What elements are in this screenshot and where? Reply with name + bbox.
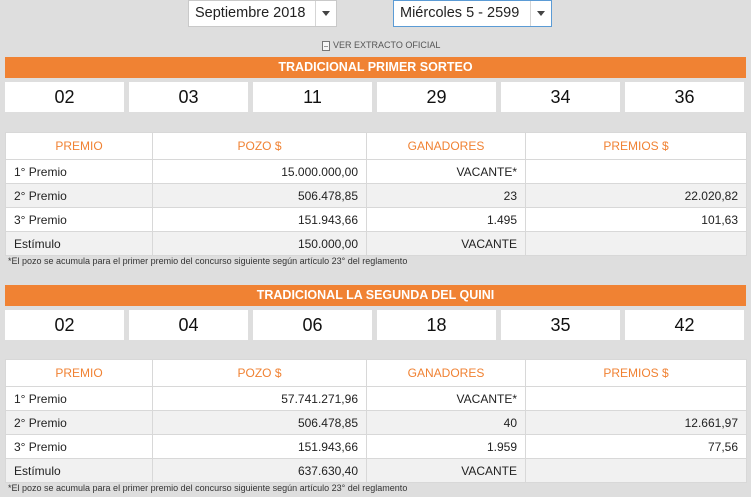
col-header-premios: PREMIOS $: [526, 133, 747, 160]
prize-table: [5, 132, 747, 256]
cell-ganadores: 1.959: [367, 435, 526, 459]
drawn-number: 34: [501, 82, 620, 112]
drawn-number: 29: [377, 82, 496, 112]
cell-ganadores: VACANTE: [367, 232, 526, 256]
table-row: [6, 459, 747, 483]
cell-premios: 77,56: [526, 435, 747, 459]
cell-ganadores: 40: [367, 411, 526, 435]
cell-ganadores: 1.495: [367, 208, 526, 232]
document-icon: [322, 41, 330, 51]
col-header-premios: PREMIOS $: [526, 360, 747, 387]
table-header-row: [6, 133, 747, 160]
col-header-pozo: POZO $: [153, 360, 367, 387]
drawn-number: 02: [5, 310, 124, 340]
table-header-row: [6, 360, 747, 387]
cell-premio: 1° Premio: [6, 387, 153, 411]
cell-premios: 12.661,97: [526, 411, 747, 435]
official-extract-link[interactable]: [322, 38, 440, 52]
drawn-number: 02: [5, 82, 124, 112]
footnote: *El pozo se acumula para el primer premio del concurso siguiente según artículo 23° del reglamento: [8, 256, 408, 266]
draw-select[interactable]: [393, 0, 552, 27]
table-row: [6, 208, 747, 232]
drawn-number: 42: [625, 310, 744, 340]
cell-premio: 3° Premio: [6, 435, 153, 459]
table-row: [6, 411, 747, 435]
cell-premios: 22.020,82: [526, 184, 747, 208]
cell-premio: 2° Premio: [6, 411, 153, 435]
cell-pozo: 506.478,85: [153, 411, 367, 435]
official-extract-label: VER EXTRACTO OFICIAL: [333, 40, 441, 50]
prize-table: [5, 359, 747, 483]
draw-select-value: Miércoles 5 - 2599: [400, 5, 520, 21]
cell-pozo: 506.478,85: [153, 184, 367, 208]
cell-pozo: 15.000.000,00: [153, 160, 367, 184]
col-header-ganadores: GANADORES: [367, 133, 526, 160]
table-row: [6, 232, 747, 256]
drawn-number: 18: [377, 310, 496, 340]
col-header-ganadores: GANADORES: [367, 360, 526, 387]
table-row: [6, 435, 747, 459]
cell-premio: 2° Premio: [6, 184, 153, 208]
cell-premios: 101,63: [526, 208, 747, 232]
cell-pozo: 637.630,40: [153, 459, 367, 483]
chevron-down-icon[interactable]: [315, 1, 336, 26]
section-title: TRADICIONAL LA SEGUNDA DEL QUINI: [5, 285, 746, 306]
cell-pozo: 151.943,66: [153, 435, 367, 459]
col-header-pozo: POZO $: [153, 133, 367, 160]
cell-premio: 3° Premio: [6, 208, 153, 232]
cell-premio: 1° Premio: [6, 160, 153, 184]
cell-premios: [526, 232, 747, 256]
cell-pozo: 150.000,00: [153, 232, 367, 256]
cell-premio: Estímulo: [6, 459, 153, 483]
cell-premio: Estímulo: [6, 232, 153, 256]
drawn-number: 36: [625, 82, 744, 112]
chevron-down-icon[interactable]: [530, 1, 551, 26]
cell-ganadores: VACANTE*: [367, 160, 526, 184]
drawn-number: 35: [501, 310, 620, 340]
drawn-numbers: [5, 310, 746, 340]
drawn-number: 03: [129, 82, 248, 112]
table-row: [6, 184, 747, 208]
drawn-number: 04: [129, 310, 248, 340]
col-header-premio: PREMIO: [6, 360, 153, 387]
footnote: *El pozo se acumula para el primer premio del concurso siguiente según artículo 23° del reglamento: [8, 483, 408, 493]
cell-premios: [526, 160, 747, 184]
cell-ganadores: 23: [367, 184, 526, 208]
col-header-premio: PREMIO: [6, 133, 153, 160]
month-select[interactable]: [188, 0, 337, 27]
cell-ganadores: VACANTE*: [367, 387, 526, 411]
cell-pozo: 57.741.271,96: [153, 387, 367, 411]
cell-premios: [526, 459, 747, 483]
cell-premios: [526, 387, 747, 411]
table-row: [6, 387, 747, 411]
selector-bar: [0, 0, 751, 28]
drawn-number: 11: [253, 82, 372, 112]
cell-ganadores: VACANTE: [367, 459, 526, 483]
drawn-numbers: [5, 82, 746, 112]
cell-pozo: 151.943,66: [153, 208, 367, 232]
drawn-number: 06: [253, 310, 372, 340]
table-row: [6, 160, 747, 184]
month-select-value: Septiembre 2018: [195, 5, 306, 21]
section-title: TRADICIONAL PRIMER SORTEO: [5, 57, 746, 78]
